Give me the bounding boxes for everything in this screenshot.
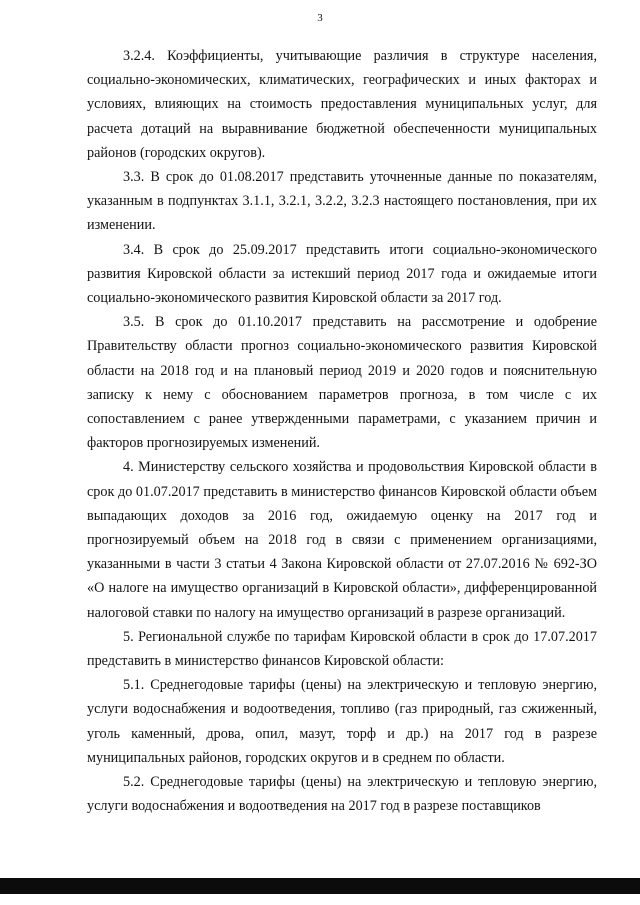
paragraph-5-1: 5.1. Среднегодовые тарифы (цены) на электрическую и тепловую энергию, услуги водоснабжения и водоотведения, топливо (газ природный, газ сжиженный, уголь каменный, дрова, опил, мазут, торф и др.) на 2017 год в разрезе муниципальных районов, городских округов и в среднем по области. — [87, 677, 597, 766]
paragraph-3-2-4: 3.2.4. Коэффициенты, учитывающие различия в структуре населения, социально-экономических, климатических, географических и иных факторах и условиях, влияющих на стоимость предоставления муниципальных услуг, для расчета дотаций на выравнивание бюджетной обеспеченности муниципальных районов (городских округов). — [87, 48, 597, 161]
paragraph-4: 4. Министерству сельского хозяйства и продовольствия Кировской области в срок до 01.07.2017 представить в министерство финансов Кировской области объем выпадающих доходов за 2016 год, ожидаемую оценку на 2017 год и прогнозируемый объем на 2018 год в связи с применением организациями, указанными в части 3 статьи 4 Закона Кировской области от 27.07.2016 № 692-ЗО «О налоге на имущество организаций в Кировской области», дифференцированной налоговой ставки по налогу на имущество организаций в разрезе организаций. — [87, 459, 597, 621]
document-body — [87, 44, 597, 819]
paragraph-3-4: 3.4. В срок до 25.09.2017 представить итоги социально-экономического развития Кировской области за истекший период 2017 года и ожидаемые итоги социально-экономического развития Кировской области за 2017 год. — [87, 241, 597, 307]
paragraph-3-3: 3.3. В срок до 01.08.2017 представить уточненные данные по показателям, указанным в подпунктах 3.1.1, 3.2.1, 3.2.2, 3.2.3 настоящего постановления, при их изменении. — [87, 169, 597, 234]
paragraph-3-5: 3.5. В срок до 01.10.2017 представить на рассмотрение и одобрение Правительству области прогноз социально-экономического развития Кировской области на 2018 год и на плановый период 2019 и 2020 годов и пояснительную записку к нему с обоснованием параметров прогноза, в том числе с их сопоставлением с ранее утвержденными параметрами, с указанием причин и факторов прогнозируемых изменений. — [87, 314, 597, 452]
page-number: 3 — [317, 12, 323, 24]
scan-edge-bar — [0, 878, 640, 894]
paragraph-5-2: 5.2. Среднегодовые тарифы (цены) на электрическую и тепловую энергию, услуги водоснабжения и водоотведения на 2017 год в разрезе поставщиков — [87, 774, 597, 815]
paragraph-5: 5. Региональной службе по тарифам Кировской области в срок до 17.07.2017 представить в министерство финансов Кировской области: — [87, 628, 597, 670]
